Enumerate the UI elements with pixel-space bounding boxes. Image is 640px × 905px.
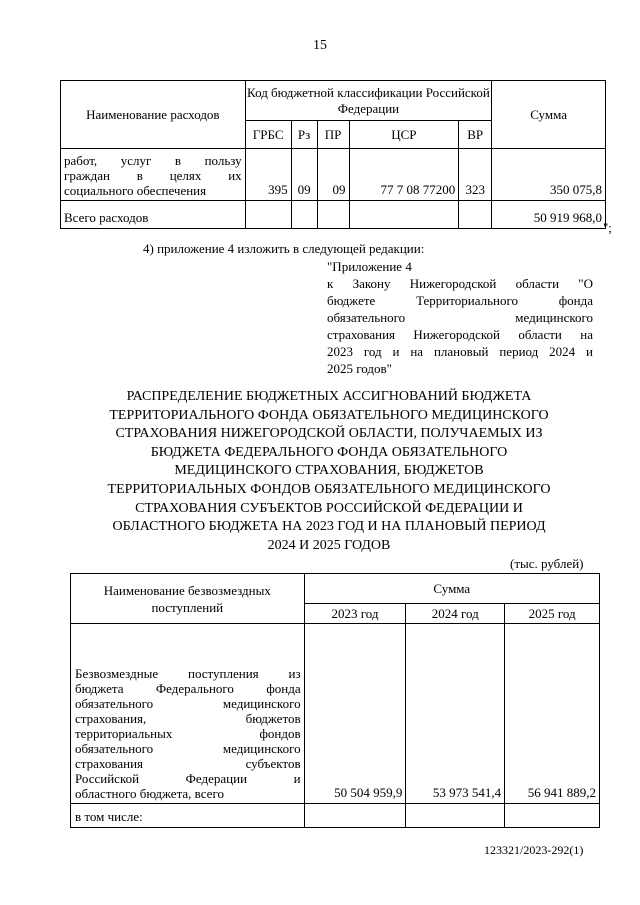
appendix-line: бюджете Территориального фонда bbox=[327, 293, 593, 308]
header-budget-code: Код бюджетной классификации Российской Федерации bbox=[245, 81, 492, 121]
table-row bbox=[61, 149, 606, 201]
total-sum: 50 919 968,0 bbox=[492, 201, 606, 229]
transfer-name-line: бюджета Федерального фонда bbox=[75, 681, 301, 696]
title-line: МЕДИЦИНСКОГО СТРАХОВАНИЯ, БЮДЖЕТОВ bbox=[174, 463, 484, 479]
title-line: РАСПРЕДЕЛЕНИЕ БЮДЖЕТНЫХ АССИГНОВАНИЙ БЮДЖЕТА bbox=[126, 389, 532, 404]
expense-name-line: работ, услуг в пользу bbox=[64, 153, 242, 168]
instruction-text: 4) приложение 4 изложить в следующей редакции: bbox=[143, 241, 425, 256]
appendix-line: к Закону Нижегородской области "О bbox=[327, 276, 593, 291]
title-line: СТРАХОВАНИЯ НИЖЕГОРОДСКОЙ ОБЛАСТИ, ПОЛУЧАЕМЫХ ИЗ bbox=[115, 426, 543, 442]
title-line: 2024 И 2025 ГОДОВ bbox=[267, 537, 391, 553]
header-transfer-name: Наименование безвозмездных поступлений bbox=[71, 574, 305, 624]
header-csr: ЦСР bbox=[349, 121, 459, 149]
header-grbs: ГРБС bbox=[245, 121, 291, 149]
appendix-line: 2023 год и на плановый период 2024 и bbox=[327, 344, 593, 359]
appendix-line: "Приложение 4 bbox=[327, 259, 412, 274]
table-row bbox=[71, 624, 600, 804]
title-line: БЮДЖЕТА ФЕДЕРАЛЬНОГО ФОНДА ОБЯЗАТЕЛЬНОГО bbox=[150, 444, 508, 460]
header-year-2023: 2023 год bbox=[304, 604, 406, 624]
title-line: ОБЛАСТНОГО БЮДЖЕТА НА 2023 ГОД И НА ПЛАНОВЫЙ ПЕРИОД bbox=[112, 519, 546, 535]
transfer-name-line: страхования субъектов bbox=[75, 756, 301, 771]
transfer-name-line: обязательного медицинского bbox=[75, 741, 301, 756]
transfer-name-line: Безвозмездные поступления из bbox=[75, 666, 301, 681]
transfer-name-line: Российской Федерации и bbox=[75, 771, 301, 786]
pr-value: 09 bbox=[317, 149, 349, 201]
footer-code: 123321/2023-292(1) bbox=[484, 843, 584, 857]
title-line: ТЕРРИТОРИАЛЬНЫХ ФОНДОВ ОБЯЗАТЕЛЬНОГО МЕДИЦИНСКОГО bbox=[107, 481, 551, 497]
appendix-note bbox=[327, 258, 593, 377]
expenses-table bbox=[60, 80, 606, 229]
header-year-2024: 2024 год bbox=[406, 604, 505, 624]
unit-label: (тыс. рублей) bbox=[510, 556, 584, 571]
transfer-name-line: страхования, бюджетов bbox=[75, 711, 301, 726]
csr-value: 77 7 08 77200 bbox=[349, 149, 459, 201]
expense-name-line: граждан в целях их bbox=[64, 168, 242, 183]
sub-row-label: в том числе: bbox=[71, 804, 305, 828]
total-row bbox=[61, 201, 606, 229]
expense-name-line: социального обеспечения bbox=[64, 183, 207, 198]
transfer-name-line: территориальных фондов bbox=[75, 726, 301, 741]
appendix-line: страхования Нижегородской области на bbox=[327, 327, 593, 342]
value-2023: 50 504 959,9 bbox=[304, 624, 406, 804]
transfer-name-line: обязательного медицинского bbox=[75, 696, 301, 711]
total-label: Всего расходов bbox=[61, 201, 246, 229]
transfer-name-cell bbox=[71, 624, 305, 804]
appendix-line: 2025 годов" bbox=[327, 361, 392, 376]
title-line: ТЕРРИТОРИАЛЬНОГО ФОНДА ОБЯЗАТЕЛЬНОГО МЕДИЦИНСКОГО bbox=[109, 407, 549, 423]
header-rz: Рз bbox=[291, 121, 317, 149]
expense-name-cell bbox=[61, 149, 246, 201]
page-number: 15 bbox=[313, 38, 327, 53]
sum-value: 350 075,8 bbox=[492, 149, 606, 201]
header-year-2025: 2025 год bbox=[505, 604, 600, 624]
document-title bbox=[100, 388, 558, 555]
closing-quote: "; bbox=[603, 220, 612, 235]
grbs-value: 395 bbox=[245, 149, 291, 201]
table-row bbox=[71, 804, 600, 828]
transfers-table bbox=[70, 573, 600, 828]
header-pr: ПР bbox=[317, 121, 349, 149]
header-expense-name: Наименование расходов bbox=[61, 81, 246, 149]
value-2024: 53 973 541,4 bbox=[406, 624, 505, 804]
appendix-line: обязательного медицинского bbox=[327, 310, 593, 325]
header-sum: Сумма bbox=[492, 81, 606, 149]
header-transfer-sum: Сумма bbox=[304, 574, 599, 604]
rz-value: 09 bbox=[291, 149, 317, 201]
vr-value: 323 bbox=[459, 149, 492, 201]
header-vr: ВР bbox=[459, 121, 492, 149]
value-2025: 56 941 889,2 bbox=[505, 624, 600, 804]
title-line: СТРАХОВАНИЯ СУБЪЕКТОВ РОССИЙСКОЙ ФЕДЕРАЦИИ И bbox=[135, 500, 523, 516]
transfer-name-line: областного бюджета, всего bbox=[75, 786, 224, 801]
